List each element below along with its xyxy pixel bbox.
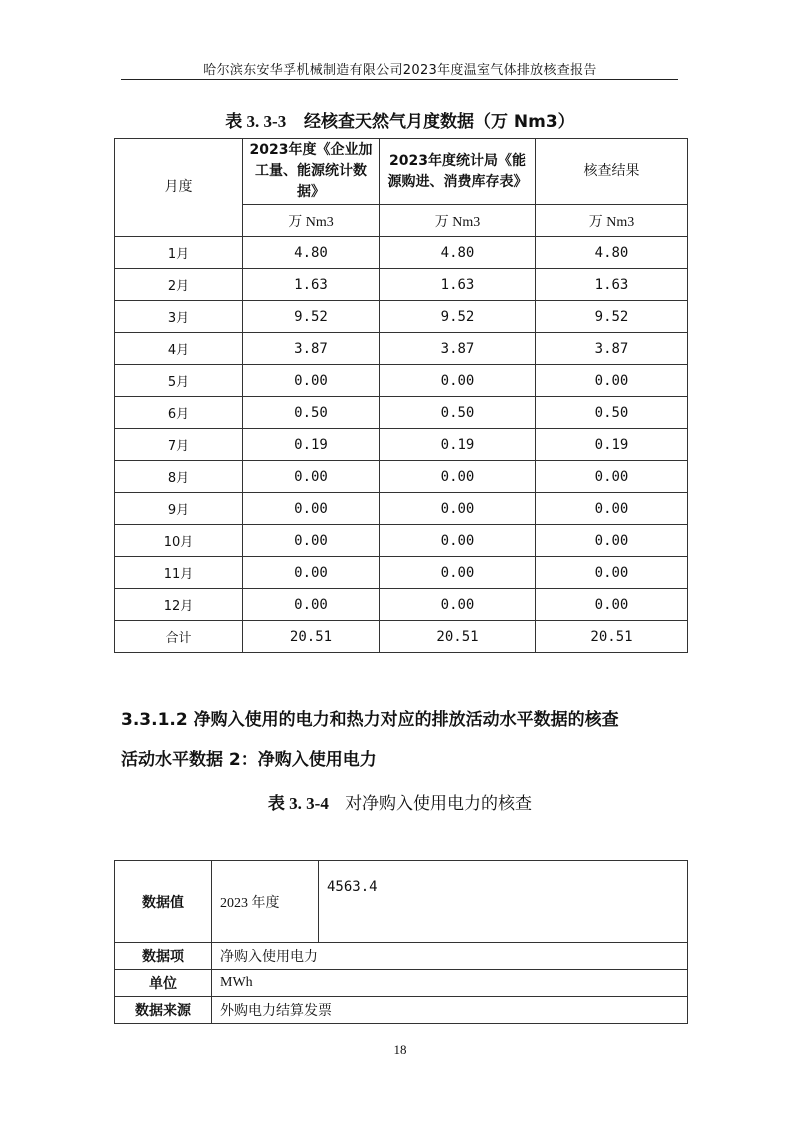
bureau-value: 0.00 [380, 365, 536, 397]
enterprise-value: 20.51 [243, 621, 380, 653]
table-row [115, 557, 688, 589]
month-cell: 合计 [115, 621, 243, 653]
bureau-value: 3.87 [380, 333, 536, 365]
header-enterprise-data: 2023年度《企业加工量、能源统计数据》 [243, 139, 380, 205]
table-row [115, 525, 688, 557]
gas-monthly-table [114, 138, 688, 653]
table1-caption-title: 经核查天然气月度数据（万 Nm3） [303, 112, 575, 132]
table-row [115, 269, 688, 301]
label-unit: 单位 [115, 970, 212, 997]
bureau-value: 1.63 [380, 269, 536, 301]
result-value: 1.63 [536, 269, 688, 301]
result-value: 0.00 [536, 493, 688, 525]
label-data-item: 数据项 [115, 943, 212, 970]
unit-cell: 万 Nm3 [243, 205, 380, 237]
month-cell: 5月 [115, 365, 243, 397]
result-value: 0.00 [536, 557, 688, 589]
table2-caption [0, 789, 800, 814]
result-value: 3.87 [536, 333, 688, 365]
enterprise-value: 4.80 [243, 237, 380, 269]
table-row [115, 237, 688, 269]
unit-cell: 万 Nm3 [380, 205, 536, 237]
table-row [115, 621, 688, 653]
enterprise-value: 0.00 [243, 461, 380, 493]
bureau-value: 0.50 [380, 397, 536, 429]
table-row [115, 429, 688, 461]
header-verification-result: 核查结果 [536, 139, 688, 205]
label-data-source: 数据来源 [115, 997, 212, 1024]
enterprise-value: 1.63 [243, 269, 380, 301]
data-unit: MWh [212, 970, 688, 997]
table-row [115, 589, 688, 621]
bureau-value: 4.80 [380, 237, 536, 269]
enterprise-value: 3.87 [243, 333, 380, 365]
month-cell: 12月 [115, 589, 243, 621]
data-item: 净购入使用电力 [212, 943, 688, 970]
header-rule [121, 79, 678, 80]
enterprise-value: 0.50 [243, 397, 380, 429]
bureau-value: 0.00 [380, 525, 536, 557]
enterprise-value: 0.19 [243, 429, 380, 461]
unit-cell: 万 Nm3 [536, 205, 688, 237]
bureau-value: 0.00 [380, 589, 536, 621]
bureau-value: 0.19 [380, 429, 536, 461]
bureau-value: 0.00 [380, 557, 536, 589]
table-row [115, 943, 688, 970]
page-header: 哈尔滨东安华孚机械制造有限公司2023年度温室气体排放核查报告 [203, 63, 597, 78]
bureau-value: 20.51 [380, 621, 536, 653]
table-row [115, 397, 688, 429]
month-cell: 3月 [115, 301, 243, 333]
electricity-table [114, 860, 688, 1024]
data-year: 2023 年度 [212, 861, 319, 943]
enterprise-value: 0.00 [243, 525, 380, 557]
data-value: 4563.4 [319, 861, 688, 943]
month-cell: 11月 [115, 557, 243, 589]
table1-caption-number: 表 3. 3-3 [225, 112, 287, 131]
month-cell: 4月 [115, 333, 243, 365]
month-cell: 7月 [115, 429, 243, 461]
result-value: 0.00 [536, 589, 688, 621]
table-row [115, 333, 688, 365]
table2-caption-title: 对净购入使用电力的核查 [345, 794, 533, 814]
month-cell: 2月 [115, 269, 243, 301]
table-row [115, 997, 688, 1024]
table-row [115, 970, 688, 997]
enterprise-value: 9.52 [243, 301, 380, 333]
table2-caption-number: 表 3. 3-4 [267, 794, 329, 813]
result-value: 0.00 [536, 461, 688, 493]
data-source: 外购电力结算发票 [212, 997, 688, 1024]
page-number: 18 [393, 1042, 407, 1057]
enterprise-value: 0.00 [243, 557, 380, 589]
table-row [115, 365, 688, 397]
month-cell: 6月 [115, 397, 243, 429]
result-value: 0.50 [536, 397, 688, 429]
table-row [115, 301, 688, 333]
bureau-value: 0.00 [380, 493, 536, 525]
enterprise-value: 0.00 [243, 365, 380, 397]
section-subheading: 活动水平数据 2：净购入使用电力 [121, 750, 377, 770]
table-row [115, 493, 688, 525]
result-value: 0.00 [536, 525, 688, 557]
table-row [115, 461, 688, 493]
result-value: 0.19 [536, 429, 688, 461]
result-value: 9.52 [536, 301, 688, 333]
month-cell: 9月 [115, 493, 243, 525]
bureau-value: 9.52 [380, 301, 536, 333]
result-value: 0.00 [536, 365, 688, 397]
table1-caption [0, 107, 800, 132]
section-heading: 3.3.1.2 净购入使用的电力和热力对应的排放活动水平数据的核查 [121, 710, 619, 730]
table-row [115, 861, 688, 943]
header-month: 月度 [115, 139, 243, 237]
enterprise-value: 0.00 [243, 493, 380, 525]
header-statistics-bureau: 2023年度统计局《能源购进、消费库存表》 [380, 139, 536, 205]
bureau-value: 0.00 [380, 461, 536, 493]
result-value: 4.80 [536, 237, 688, 269]
month-cell: 10月 [115, 525, 243, 557]
label-data-value: 数据值 [115, 861, 212, 943]
month-cell: 8月 [115, 461, 243, 493]
result-value: 20.51 [536, 621, 688, 653]
enterprise-value: 0.00 [243, 589, 380, 621]
month-cell: 1月 [115, 237, 243, 269]
